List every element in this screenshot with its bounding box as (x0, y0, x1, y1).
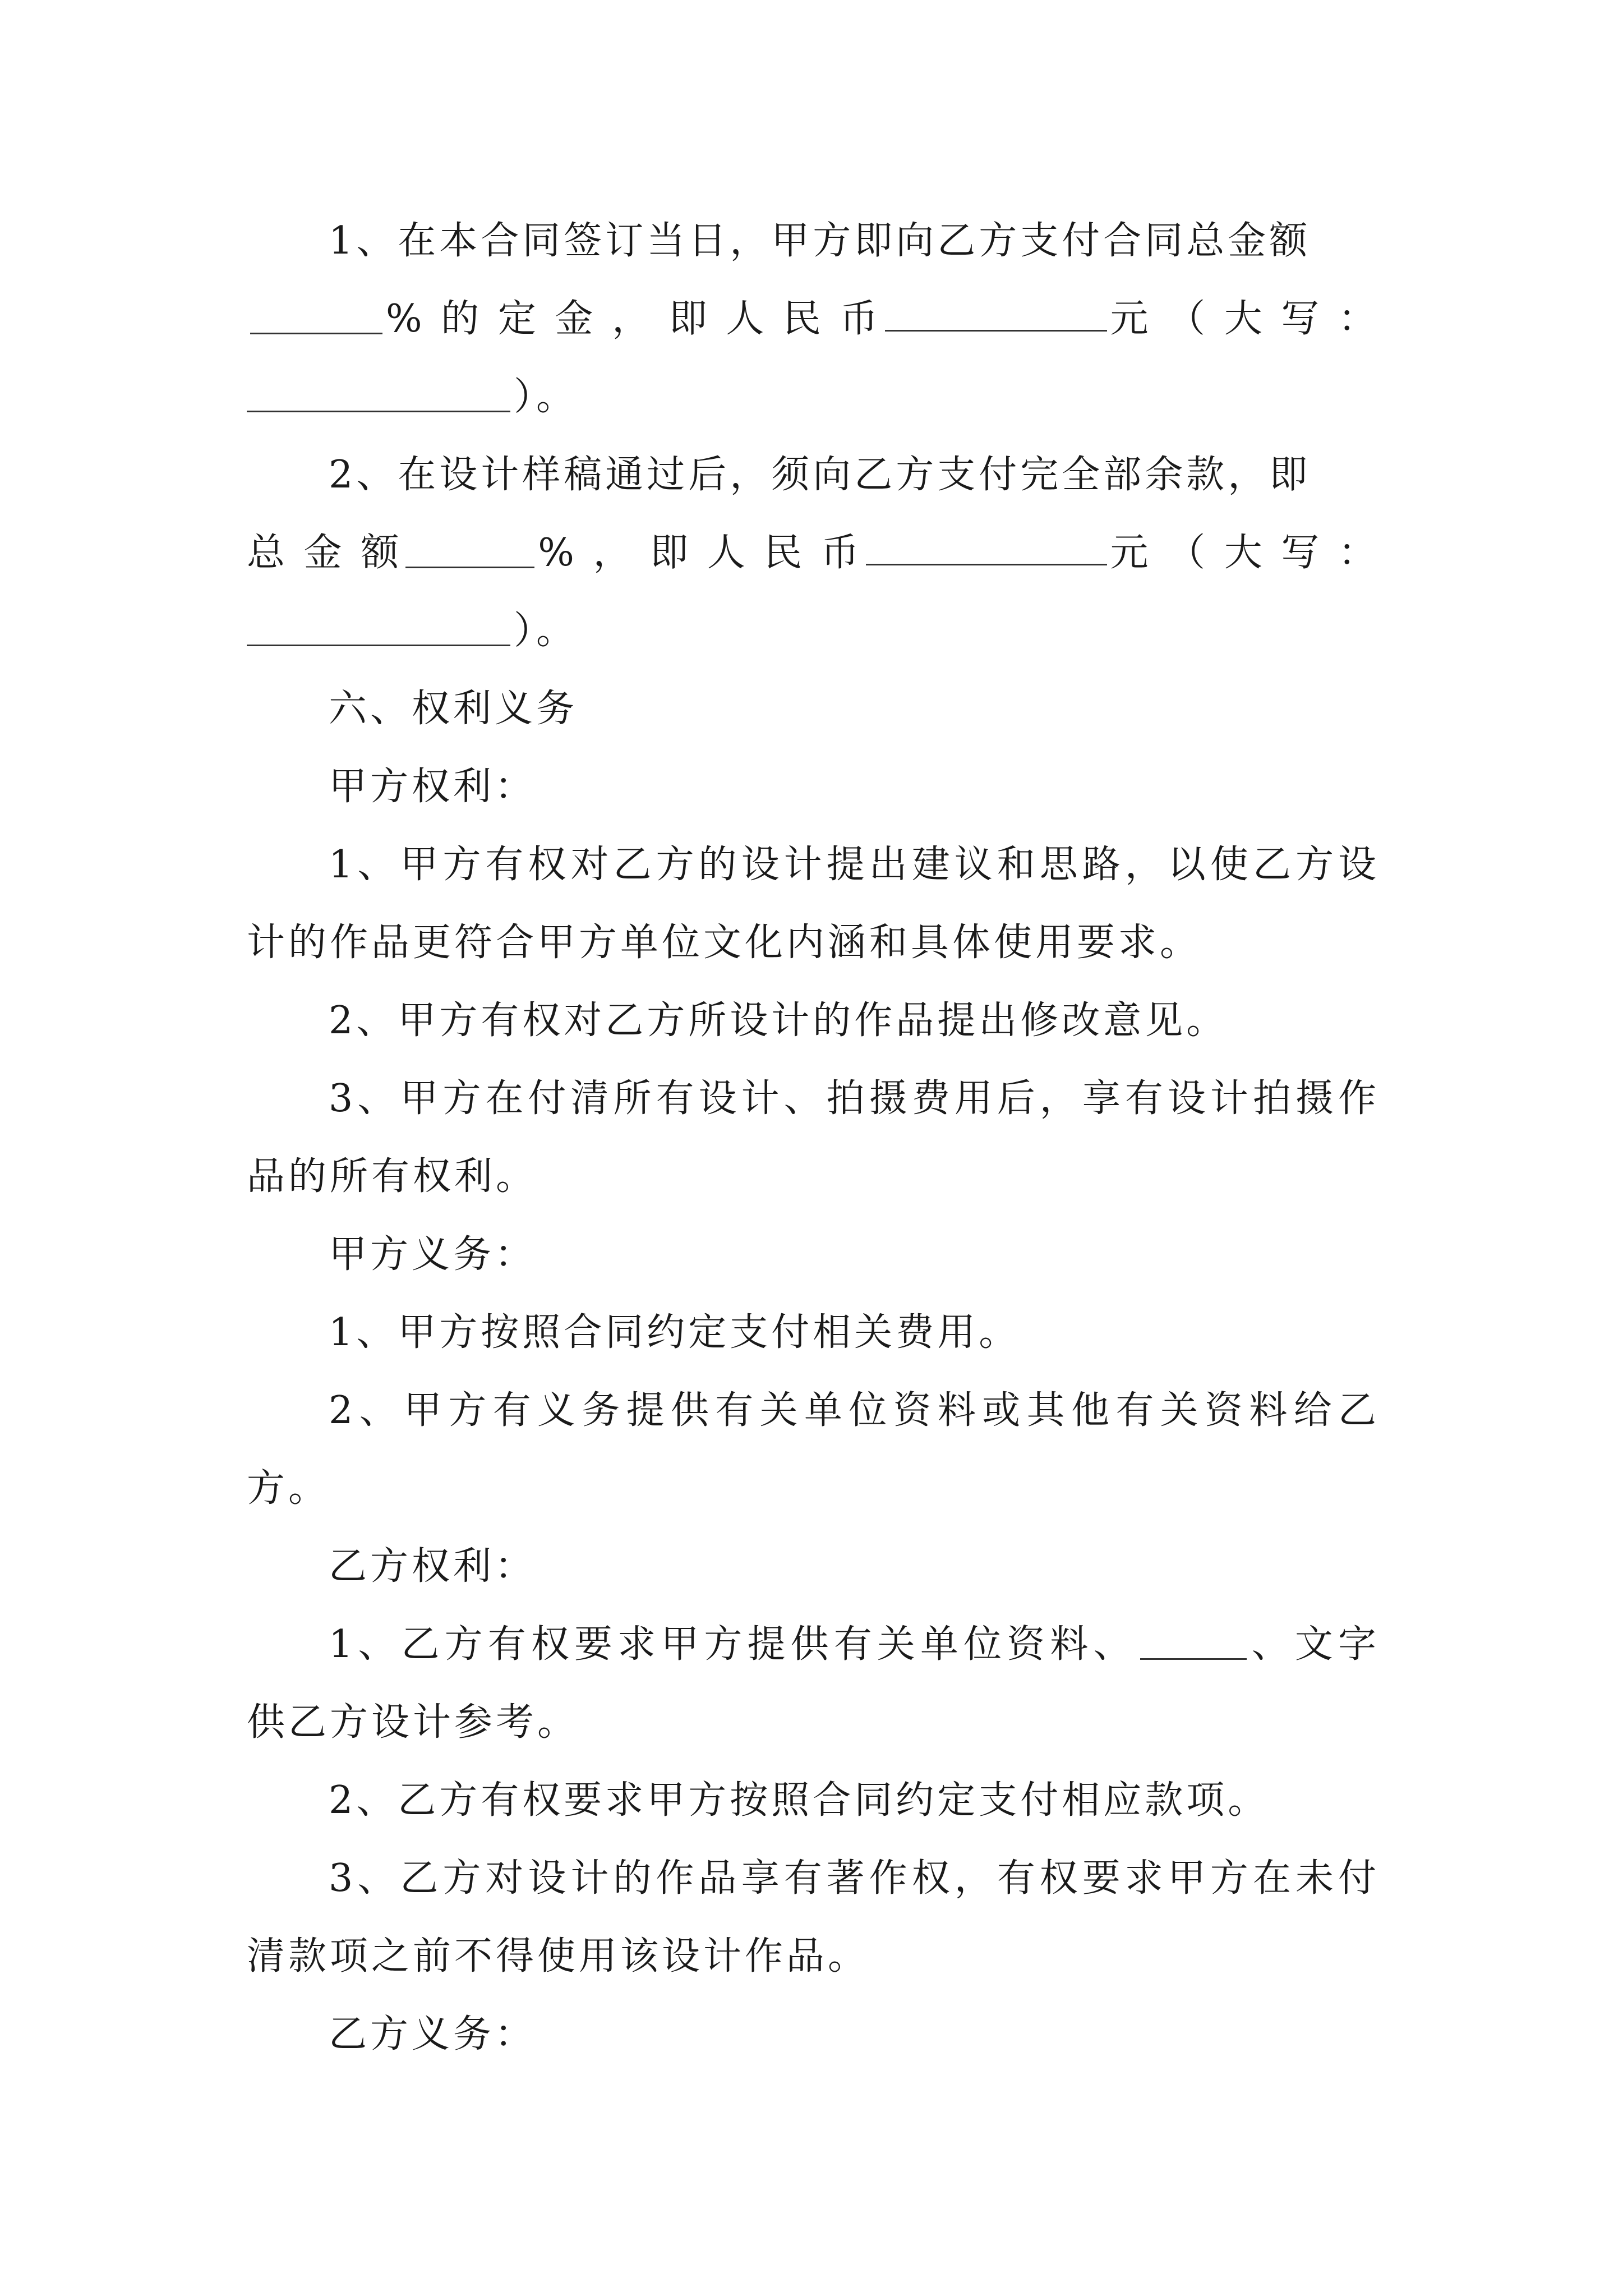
contract-body (247, 202, 1380, 2073)
payment-clause-1-line2 (247, 280, 1380, 358)
party-b-rights-item: 3、乙方对设计的作品享有著作权，有权要求甲方在未付清款项之前不得使用该设计作品。 (247, 1856, 1380, 1978)
party-b-rights-item1-before: 1、乙方有权要求甲方提供有关单位资料、 (329, 1622, 1137, 1667)
balance-amount-blank[interactable] (866, 530, 1107, 565)
deposit-percent-blank[interactable] (250, 298, 382, 334)
party-b-rights-item1-after: 、文字供乙方设计参考。 (247, 1622, 1380, 1745)
payment-clause-2-line3 (247, 592, 1380, 670)
reference-material-blank[interactable] (1140, 1624, 1247, 1660)
party-a-rights-item: 2、甲方有权对乙方所设计的作品提出修改意见。 (329, 999, 1228, 1043)
balance-amount-words-blank[interactable] (247, 610, 510, 646)
deposit-close: ）。 (514, 375, 578, 419)
payment-clause-1-pct-group (247, 280, 882, 358)
balance-percent-label: % ， 即 人 民 币 (538, 531, 863, 575)
payment-clause-2-pct-group (402, 514, 863, 592)
balance-yuan-label: 元 （ 大 写 ： (1110, 531, 1380, 575)
party-b-rights-title: 乙方权利： (329, 1544, 537, 1589)
payment-clause-2-text: 2、在设计样稿通过后，须向乙方支付完全部余款，即 (329, 453, 1311, 497)
payment-clause-1-text: 1、在本合同签订当日，甲方即向乙方支付合同总金额 (329, 219, 1311, 263)
section-heading: 六、权利义务 (329, 687, 578, 731)
party-b-rights-item (247, 1605, 1380, 1761)
balance-percent-blank[interactable] (405, 532, 534, 568)
party-b-rights-item: 2、乙方有权要求甲方按照合同约定支付相应款项。 (329, 1778, 1270, 1823)
party-a-rights-item: 1、甲方有权对乙方的设计提出建议和思路，以使乙方设计的作品更符合甲方单位文化内涵和具体使用要求。 (247, 843, 1380, 965)
deposit-percent-label: % 的 定 金 ， 即 人 民 币 (386, 297, 882, 341)
party-a-duties-item: 1、甲方按照合同约定支付相关费用。 (329, 1310, 1021, 1355)
payment-clause-2 (247, 436, 1380, 514)
party-a-rights-item: 3、甲方在付清所有设计、拍摄费用后，享有设计拍摄作品的所有权利。 (247, 1076, 1380, 1199)
payment-clause-2-line2 (247, 514, 1380, 592)
party-a-duties-title: 甲方义务： (329, 1232, 537, 1277)
deposit-amount-words-blank[interactable] (247, 376, 510, 412)
party-b-duties-title: 乙方义务： (329, 2012, 537, 2056)
deposit-amount-blank[interactable] (885, 296, 1107, 332)
deposit-yuan-label: 元 （ 大 写 ： (1110, 297, 1380, 341)
party-a-rights-title: 甲方权利： (329, 765, 537, 809)
balance-close: ）。 (514, 609, 578, 653)
party-a-duties-item: 2、甲方有义务提供有关单位资料或其他有关资料给乙方。 (247, 1388, 1380, 1511)
payment-clause-1-line3 (247, 358, 1380, 436)
payment-clause-1 (247, 202, 1380, 280)
balance-total-label: 总 金 额 (247, 531, 403, 575)
